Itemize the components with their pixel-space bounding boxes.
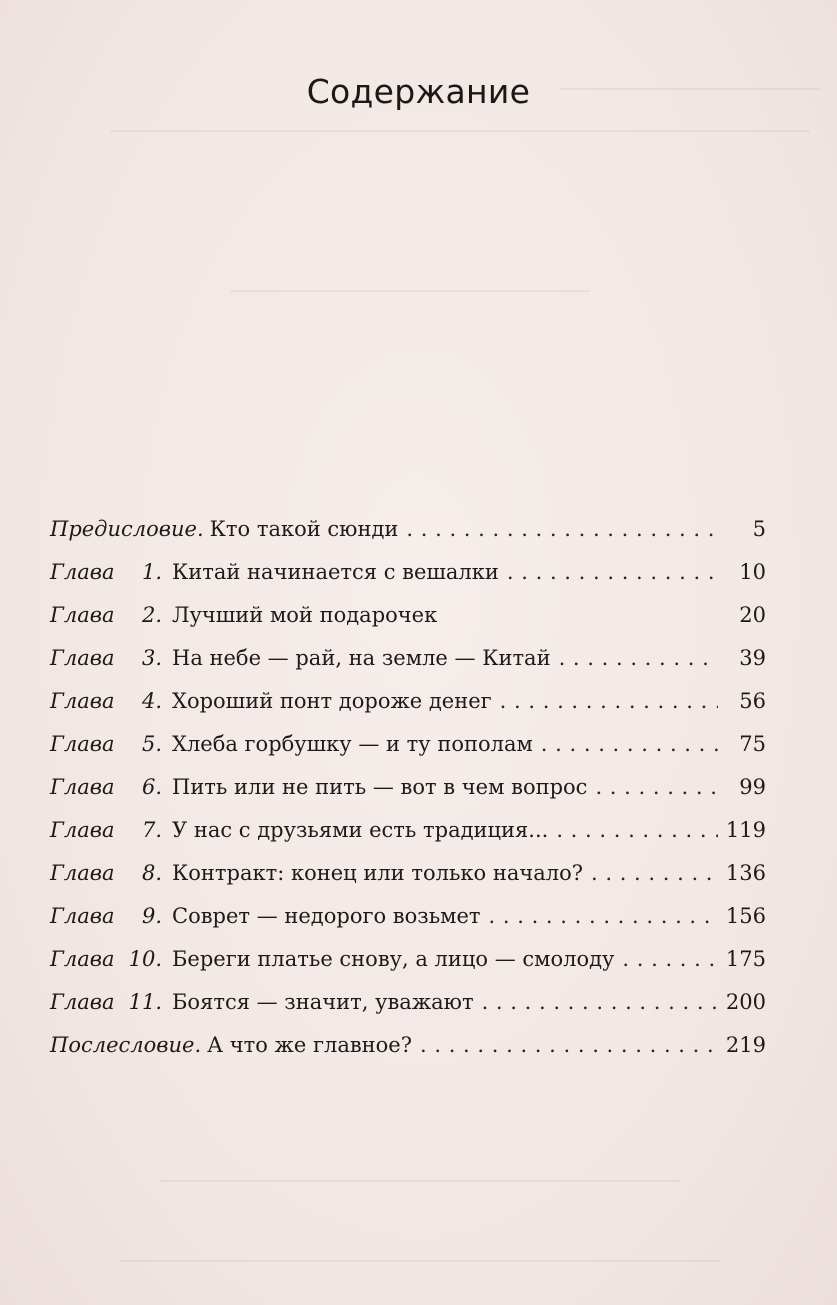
dot-leader <box>591 852 718 895</box>
toc-entry-chapter <box>50 852 766 895</box>
bleed-through-texture <box>160 1170 680 1182</box>
bleed-through-texture <box>120 1250 720 1262</box>
chapter-number: 5. <box>141 732 162 756</box>
toc-entry-chapter <box>50 809 766 852</box>
page-number: 99 <box>739 775 766 799</box>
page-number: 119 <box>725 818 766 842</box>
toc-entry-chapter <box>50 551 766 594</box>
bleed-through-texture <box>110 120 810 132</box>
chapter-title: Пить или не пить — вот в чем вопрос <box>172 775 588 799</box>
chapter-word: Глава <box>50 818 115 842</box>
dot-leader <box>406 508 718 551</box>
chapter-number: 2. <box>141 603 162 627</box>
chapter-title: Соврет — недорого возьмет <box>172 904 481 928</box>
dot-leader <box>541 723 718 766</box>
afterword-label: Послесловие. <box>50 1033 202 1057</box>
chapter-word: Глава <box>50 775 115 799</box>
toc-entry-chapter <box>50 723 766 766</box>
chapter-number: 1. <box>141 560 162 584</box>
chapter-number: 8. <box>141 861 162 885</box>
dot-leader <box>482 981 718 1024</box>
bleed-through-texture <box>230 280 590 292</box>
toc-entry-chapter <box>50 938 766 981</box>
page-number: 75 <box>739 732 766 756</box>
dot-leader <box>559 637 718 680</box>
toc-entry-chapter <box>50 981 766 1024</box>
toc-entry-chapter <box>50 594 766 637</box>
chapter-title: Лучший мой подарочек <box>172 603 438 627</box>
page-number: 219 <box>725 1033 766 1057</box>
chapter-title: Боятся — значит, уважают <box>172 990 474 1014</box>
chapter-word: Глава <box>50 861 115 885</box>
chapter-word: Глава <box>50 947 115 971</box>
page-number: 200 <box>725 990 766 1014</box>
chapter-title: Береги платье снову, а лицо — смолоду <box>172 947 615 971</box>
dot-leader <box>500 680 718 723</box>
page-number: 136 <box>725 861 766 885</box>
preface-title: Кто такой сюнди <box>209 517 399 541</box>
dot-leader <box>556 809 718 852</box>
page-number: 156 <box>725 904 766 928</box>
chapter-word: Глава <box>50 560 115 584</box>
page-number: 175 <box>725 947 766 971</box>
chapter-word: Глава <box>50 646 115 670</box>
table-of-contents <box>50 508 766 1067</box>
chapter-number: 3. <box>141 646 162 670</box>
chapter-number: 11. <box>128 990 162 1014</box>
chapter-number: 6. <box>141 775 162 799</box>
page-title: Содержание <box>306 72 531 111</box>
preface-label: Предисловие. <box>50 517 204 541</box>
toc-entry-chapter <box>50 766 766 809</box>
chapter-title: Хороший понт дороже денег <box>172 689 492 713</box>
chapter-title: Китай начинается с вешалки <box>172 560 499 584</box>
toc-entry-preface <box>50 508 766 551</box>
chapter-number: 9. <box>141 904 162 928</box>
toc-entry-afterword <box>50 1024 766 1067</box>
dot-leader <box>489 895 718 938</box>
chapter-word: Глава <box>50 689 115 713</box>
chapter-word: Глава <box>50 732 115 756</box>
page-number: 5 <box>752 517 766 541</box>
dot-leader <box>622 938 718 981</box>
chapter-word: Глава <box>50 603 115 627</box>
chapter-title: На небе — рай, на земле — Китай <box>172 646 551 670</box>
dot-leader <box>595 766 718 809</box>
page-number: 10 <box>739 560 766 584</box>
chapter-title: Контракт: конец или только начало? <box>172 861 583 885</box>
afterword-title: А что же главное? <box>207 1033 412 1057</box>
chapter-word: Глава <box>50 990 115 1014</box>
page-number: 56 <box>739 689 766 713</box>
chapter-title: Хлеба горбушку — и ту пополам <box>172 732 533 756</box>
chapter-number: 4. <box>141 689 162 713</box>
toc-entry-chapter <box>50 895 766 938</box>
chapter-title: У нас с друзьями есть традиция... <box>172 818 549 842</box>
page-number: 20 <box>739 603 766 627</box>
chapter-word: Глава <box>50 904 115 928</box>
chapter-number: 7. <box>141 818 162 842</box>
chapter-number: 10. <box>128 947 162 971</box>
dot-leader <box>420 1024 718 1067</box>
page-number: 39 <box>739 646 766 670</box>
toc-entry-chapter <box>50 680 766 723</box>
dot-leader <box>507 551 718 594</box>
toc-entry-chapter <box>50 637 766 680</box>
